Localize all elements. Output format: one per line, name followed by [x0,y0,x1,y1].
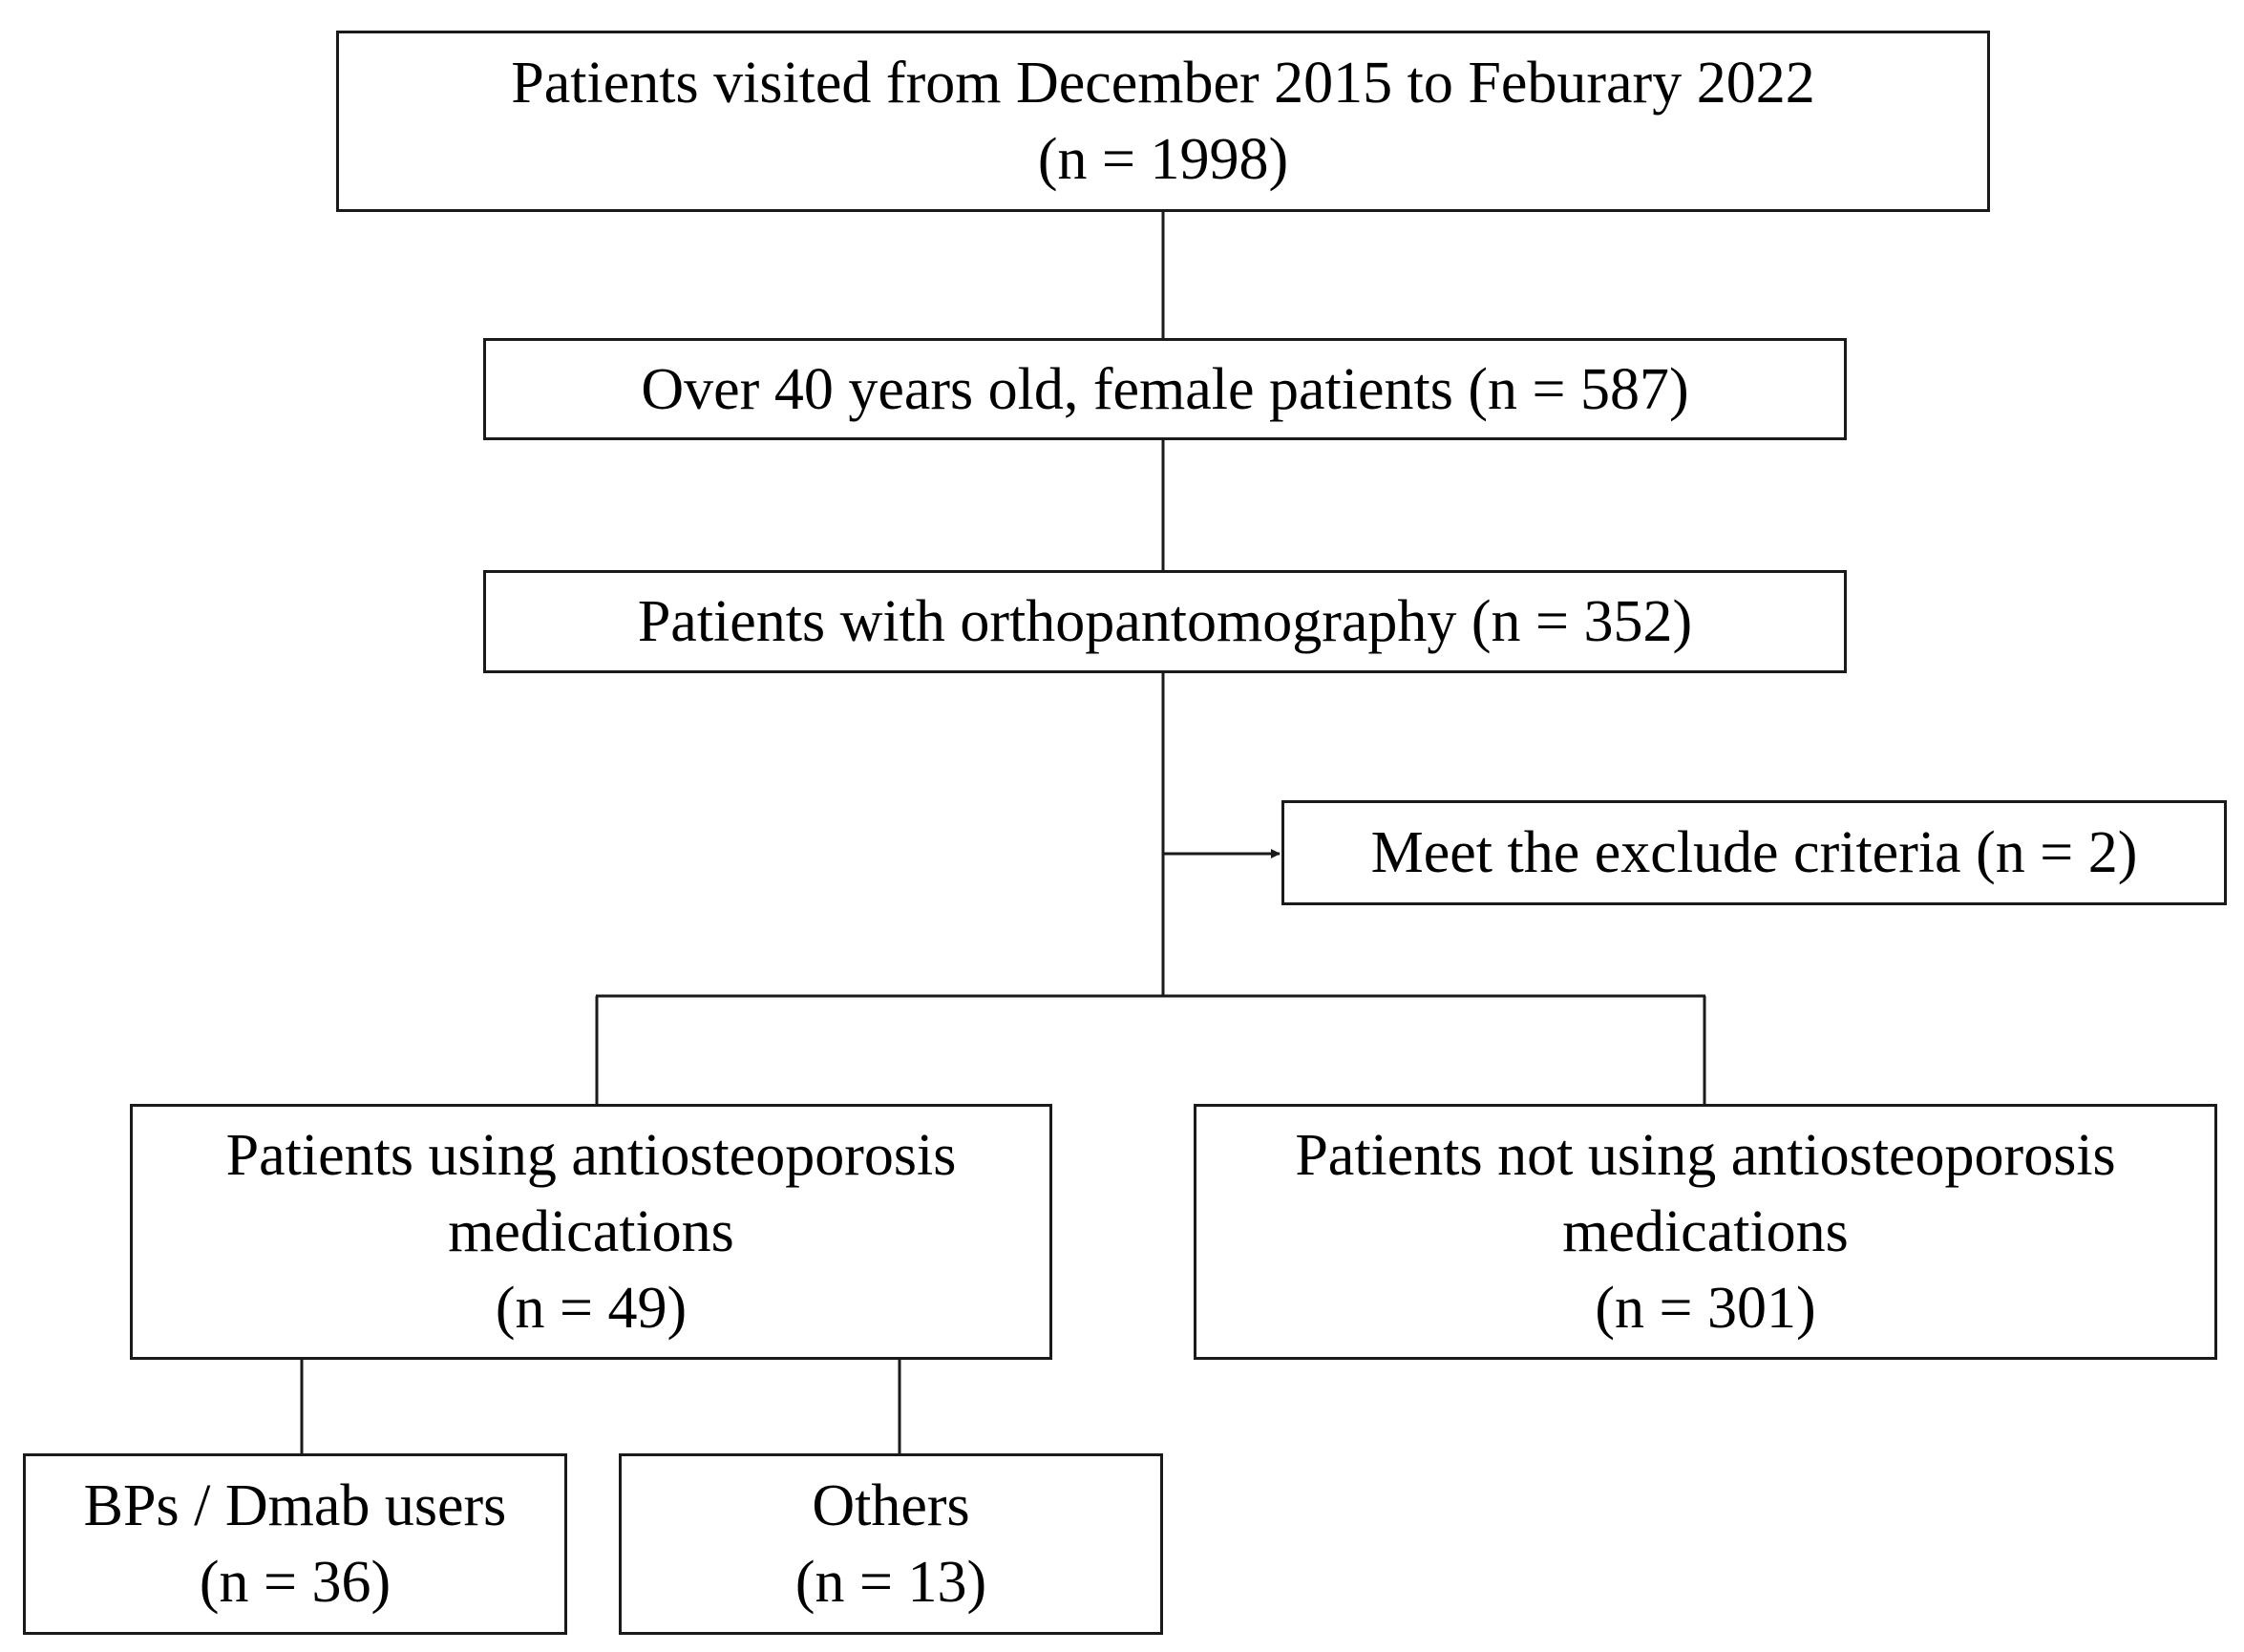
box-using-medications-line3: (n = 49) [495,1276,688,1341]
box-others-line1: Others [812,1473,970,1538]
box-not-using-medications-line3: (n = 301) [1595,1276,1816,1341]
box-patients-visited-line2: (n = 1998) [1037,127,1289,192]
box-using-medications-line2: medications [448,1199,734,1264]
box-patients-visited-line1: Patients visited from December 2015 to Feburary 2022 [511,51,1815,116]
box-using-medications [130,1104,1052,1360]
box-age-female-filter-text: Over 40 years old, female patients (n = 587) [641,356,1689,422]
box-bps-dmab-users-line2: (n = 36) [199,1550,392,1615]
box-orthopantomography [483,570,1847,673]
box-using-medications-line1: Patients using antiosteoporosis [225,1123,957,1188]
box-orthopantomography-text: Patients with orthopantomography (n = 352) [637,589,1693,654]
box-not-using-medications-line2: medications [1562,1199,1849,1264]
box-bps-dmab-users-line1: BPs / Dmab users [83,1473,507,1538]
box-exclude-criteria [1281,800,2227,905]
box-others-line2: (n = 13) [794,1550,987,1615]
box-age-female-filter [483,338,1847,440]
box-bps-dmab-users [23,1453,567,1635]
box-exclude-criteria-text: Meet the exclude criteria (n = 2) [1370,820,2138,885]
box-not-using-medications [1194,1104,2217,1360]
box-others [619,1453,1163,1635]
box-patients-visited [336,31,1990,212]
box-not-using-medications-line1: Patients not using antiosteoporosis [1295,1123,2116,1188]
